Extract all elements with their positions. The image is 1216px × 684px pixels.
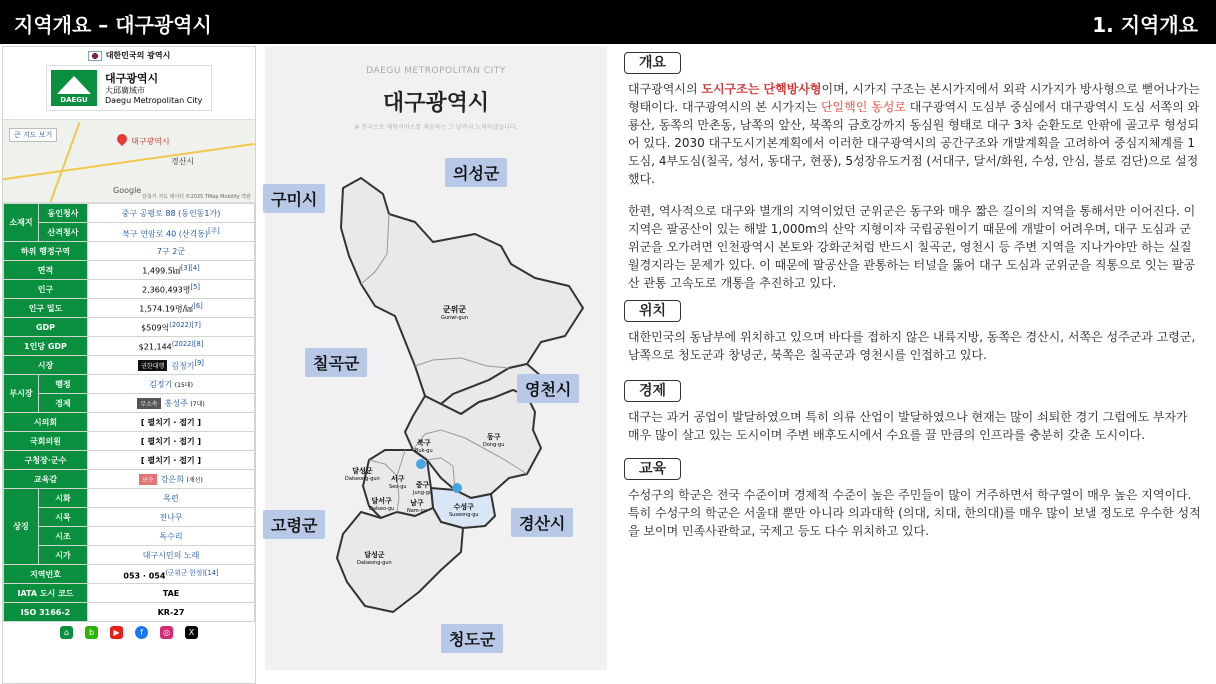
table-row bbox=[4, 223, 255, 242]
table-row bbox=[4, 356, 255, 375]
education-section bbox=[624, 458, 1202, 540]
view-large-map-button[interactable]: 큰 지도 보기 bbox=[9, 128, 57, 142]
x-icon[interactable]: X bbox=[185, 626, 198, 639]
map-subtitle: DAEGU METROPOLITAN CITY bbox=[366, 66, 506, 76]
infobox bbox=[2, 46, 256, 684]
row-value: KR-27 bbox=[88, 603, 255, 622]
row-header: 시장 bbox=[4, 356, 88, 375]
row-header: GDP bbox=[4, 318, 88, 337]
row-subheader: 시화 bbox=[39, 489, 88, 508]
table-row bbox=[4, 432, 255, 451]
row-header: 인구 bbox=[4, 280, 88, 299]
map-title: 대구광역시 bbox=[382, 91, 490, 116]
country-label: 대한민국의 광역시 bbox=[105, 51, 171, 60]
youtube-icon[interactable]: ▶ bbox=[110, 626, 123, 639]
fold-toggle[interactable]: [ 펼치기 · 접기 ] bbox=[88, 451, 255, 470]
mini-map[interactable] bbox=[3, 119, 255, 203]
overview-section bbox=[624, 52, 1202, 292]
row-header: 상징 bbox=[4, 489, 39, 565]
daegu-logo-icon bbox=[51, 70, 97, 106]
row-value: 1,499.5㎢[3][4] bbox=[88, 261, 255, 280]
row-value[interactable]: 목련 bbox=[88, 489, 255, 508]
row-header: 교육감 bbox=[4, 470, 88, 489]
row-header: 소재지 bbox=[4, 204, 39, 242]
page-title: 지역개요 – 대구광역시 bbox=[14, 13, 212, 37]
row-value[interactable]: 김정기 (15대) bbox=[88, 375, 255, 394]
header-bar bbox=[0, 0, 1216, 44]
row-value[interactable]: 대구시민의 노래 bbox=[88, 546, 255, 565]
row-header: ISO 3166-2 bbox=[4, 603, 88, 622]
row-subheader: 행정 bbox=[39, 375, 88, 394]
table-row bbox=[4, 337, 255, 356]
table-row bbox=[4, 527, 255, 546]
row-value: 1,574.19명/㎢[6] bbox=[88, 299, 255, 318]
district-label: 남구 Nam-gu bbox=[407, 499, 427, 514]
table-row bbox=[4, 280, 255, 299]
home-icon[interactable]: ⌂ bbox=[60, 626, 73, 639]
row-header: 국회의원 bbox=[4, 432, 88, 451]
row-value[interactable]: 전나무 bbox=[88, 508, 255, 527]
row-subheader: 산격청사 bbox=[39, 223, 88, 242]
map-pin-icon bbox=[115, 132, 129, 146]
facebook-icon[interactable]: f bbox=[135, 626, 148, 639]
table-row bbox=[4, 603, 255, 622]
table-row bbox=[4, 489, 255, 508]
row-header: IATA 도시 코드 bbox=[4, 584, 88, 603]
table-row bbox=[4, 394, 255, 413]
infobox-table bbox=[3, 203, 255, 622]
row-value[interactable]: 독수리 bbox=[88, 527, 255, 546]
overview-paragraph-2: 한편, 역사적으로 대구와 별개의 지역이었던 군위군은 동구와 매우 짧은 길이의 지역을 통해서만 이어진다. 이 지역은 팔공산이 있는 해발 1,000m의 산악 지형이자 국립공원이기 때문에 개발이 어려우며, 대구 도심과 군위군을 오가려면 인천광역시 본토와 강화군처럼 반드시 칠곡군, 영천시 등 주변 지역을 지나가야만 하는 실질월경지라는 문제가 있다. 이 때문에 팔공산을 관통하는 터널을 뚫어 대구 도심과 군위군을 직통으로 잇는 팔공산 관통 고속도로 개통을 추진하고 있다. bbox=[628, 204, 1196, 290]
fold-toggle[interactable]: [ 펼치기 · 접기 ] bbox=[88, 413, 255, 432]
city-name-ko: 대구광역시 bbox=[105, 72, 159, 85]
map-pin-label: 대구광역시 bbox=[131, 137, 170, 146]
neighbor-tag: 구미시 bbox=[263, 184, 325, 213]
neighbor-tag: 고령군 bbox=[263, 510, 325, 539]
google-logo: Google bbox=[113, 186, 142, 195]
fold-toggle[interactable]: [ 펼치기 · 접기 ] bbox=[88, 432, 255, 451]
district-label: 북구 Buk-gu bbox=[415, 439, 433, 454]
neighbor-tag: 칠곡군 bbox=[305, 348, 367, 377]
table-row bbox=[4, 470, 255, 489]
neighbor-tag: 의성군 bbox=[445, 158, 507, 187]
location-heading: 위치 bbox=[624, 300, 681, 322]
row-value: $053 \cdot 054^{(군위군 한정)[14]}$ bbox=[88, 565, 255, 584]
district-label: 달성군 Dalseong-gun bbox=[345, 467, 380, 482]
neighbor-tag: 청도군 bbox=[441, 624, 503, 653]
row-value[interactable]: 무소속 홍성주 (7대) bbox=[88, 394, 255, 413]
city-logo-card bbox=[46, 65, 212, 111]
table-row bbox=[4, 375, 255, 394]
row-subheader: 시목 bbox=[39, 508, 88, 527]
education-heading: 교육 bbox=[624, 458, 681, 480]
table-row bbox=[4, 565, 255, 584]
city-name-en: Daegu Metropolitan City bbox=[105, 96, 203, 105]
row-header: 부시장 bbox=[4, 375, 39, 413]
row-value: $\$21,144^{(2022)[8]}$ bbox=[88, 337, 255, 356]
row-value[interactable]: 7구 2군 bbox=[88, 242, 255, 261]
row-value: TAE bbox=[88, 584, 255, 603]
section-title: 1. 지역개요 bbox=[1092, 13, 1198, 37]
table-row bbox=[4, 204, 255, 223]
row-subheader: 경제 bbox=[39, 394, 88, 413]
table-row bbox=[4, 546, 255, 565]
table-row bbox=[4, 413, 255, 432]
korea-flag-icon bbox=[88, 51, 102, 61]
location-marker-icon bbox=[452, 483, 462, 493]
neighbor-tag: 경산시 bbox=[511, 508, 573, 537]
table-row bbox=[4, 451, 255, 470]
overview-heading: 개요 bbox=[624, 52, 681, 74]
gunwi-gun-region bbox=[341, 178, 583, 404]
table-row bbox=[4, 261, 255, 280]
row-value[interactable]: 권한대행 김정기[9] bbox=[88, 356, 255, 375]
row-header: 시의회 bbox=[4, 413, 88, 432]
row-subheader: 시가 bbox=[39, 546, 88, 565]
district-label: 달성군 Dalseong-gun bbox=[357, 551, 392, 566]
table-row bbox=[4, 584, 255, 603]
map-note: ※ 전국으로 체험서비스를 제공하는 그 날까지 노력하겠습니다. bbox=[354, 124, 518, 131]
row-header: 인구 밀도 bbox=[4, 299, 88, 318]
row-header: 지역번호 bbox=[4, 565, 88, 584]
blog-icon[interactable]: b bbox=[85, 626, 98, 639]
district-label: 중구 Jung-gu bbox=[413, 481, 433, 496]
social-icons bbox=[3, 622, 255, 648]
location-marker-icon bbox=[416, 459, 426, 469]
district-label: 동구 Dong-gu bbox=[483, 433, 505, 448]
content-column bbox=[624, 52, 1202, 540]
row-header: 구청장·군수 bbox=[4, 451, 88, 470]
district-label: 서구 Seo-gu bbox=[389, 475, 407, 490]
row-value[interactable]: 보수 강은희 (재선) bbox=[88, 470, 255, 489]
city-name-hanja: 大邱廣域市 bbox=[105, 86, 145, 95]
row-subheader: 동인청사 bbox=[39, 204, 88, 223]
row-value: 2,360,493명[5] bbox=[88, 280, 255, 299]
row-header: 면적 bbox=[4, 261, 88, 280]
table-row bbox=[4, 299, 255, 318]
row-header: 하위 행정구역 bbox=[4, 242, 88, 261]
row-header: 1인당 GDP bbox=[4, 337, 88, 356]
table-row bbox=[4, 508, 255, 527]
map-nearby-label: 경산시 bbox=[171, 157, 195, 166]
economy-section bbox=[624, 380, 1202, 444]
district-label: 군위군 Gunwi-gun bbox=[441, 305, 469, 321]
instagram-icon[interactable]: ◎ bbox=[160, 626, 173, 639]
education-paragraph: 수성구의 학군은 전국 수준이며 경제적 수준이 높은 주민들이 많이 거주하면서 학구열이 매우 높은 지역이다. 특히 수성구의 학군은 서울대 뿐만 아니라 의과대학 (의대, 치대, 한의대)를 매우 많이 보낼 정도로 우수한 성적을 보이며 민족사관학교, 국제고 등도 다수 위치하고 있다. bbox=[628, 488, 1201, 538]
table-row bbox=[4, 318, 255, 337]
logo-text: DAEGU bbox=[60, 96, 88, 104]
conservative-badge: 보수 bbox=[139, 474, 157, 485]
acting-badge: 권한대행 bbox=[138, 360, 167, 371]
overview-paragraph-1: 대구광역시의 도시구조는 단핵방사형이며, 시가지 구조는 본시가지에서 외곽 시가지가 방사형으로 뻗어나가는 형태이다. 대구광역시의 본 시가지는 단일핵인 동성로 대구광역시 도심부 중심에서 대구광역시 도심 서쪽의 와룡산, 동쪽의 만촌동, 남쪽의 앞산, 북쪽의 금호강까지 동심원 형태로 대구 3차 순환도로 안팎에 골고루 형성되어 있다. 2030 대구도시기본계획에서 이러한 대구광역시의 공간구조와 개발계획을 고려하여 중심지체계를 1도심, 4부도심(칠곡, 성서, 동대구, 현풍), 5성장유도거점 (서대구, 달서/화원, 수성, 안심, 불로 검단)으로 설정했다. bbox=[628, 82, 1200, 186]
district-label: 달서구 Dalseo-gu bbox=[369, 497, 395, 512]
row-value[interactable]: 북구 연암로 40 (산격동)[주] bbox=[88, 223, 255, 242]
row-value: $509억$^{(2022)[7]}$ bbox=[88, 318, 255, 337]
dalseong-south-region bbox=[337, 508, 463, 612]
map-panel bbox=[265, 46, 607, 670]
row-subheader: 시조 bbox=[39, 527, 88, 546]
economy-paragraph: 대구는 과거 공업이 발달하였으며 특히 의류 산업이 발달하였으나 현재는 많이 쇠퇴한 경기 그럽에도 부자가 매우 많이 살고 있는 도시이며 주변 배후도시에서 수요를 끌 만큼의 인프라를 충분히 갖춘 도시이다. bbox=[628, 410, 1188, 442]
location-section bbox=[624, 300, 1202, 364]
location-paragraph: 대한민국의 동남부에 위치하고 있으며 바다를 접하지 않은 내륙지방, 동쪽은 경산시, 서쪽은 성주군과 고령군, 남쪽으로 청도군과 창녕군, 북쪽은 칠곡군과 영천시를 인접하고 있다. bbox=[628, 330, 1196, 362]
economy-heading: 경제 bbox=[624, 380, 681, 402]
table-row bbox=[4, 242, 255, 261]
map-copyright: 단축키 지도 데이터 ©2025 TMap Mobility 약관 bbox=[142, 194, 251, 200]
independent-badge: 무소속 bbox=[137, 398, 160, 409]
neighbor-tag: 영천시 bbox=[517, 374, 579, 403]
infobox-country bbox=[3, 47, 255, 65]
district-label: 수성구 Suseong-gu bbox=[449, 503, 479, 518]
row-value[interactable]: 중구 공평로 88 (동인동1가) bbox=[88, 204, 255, 223]
